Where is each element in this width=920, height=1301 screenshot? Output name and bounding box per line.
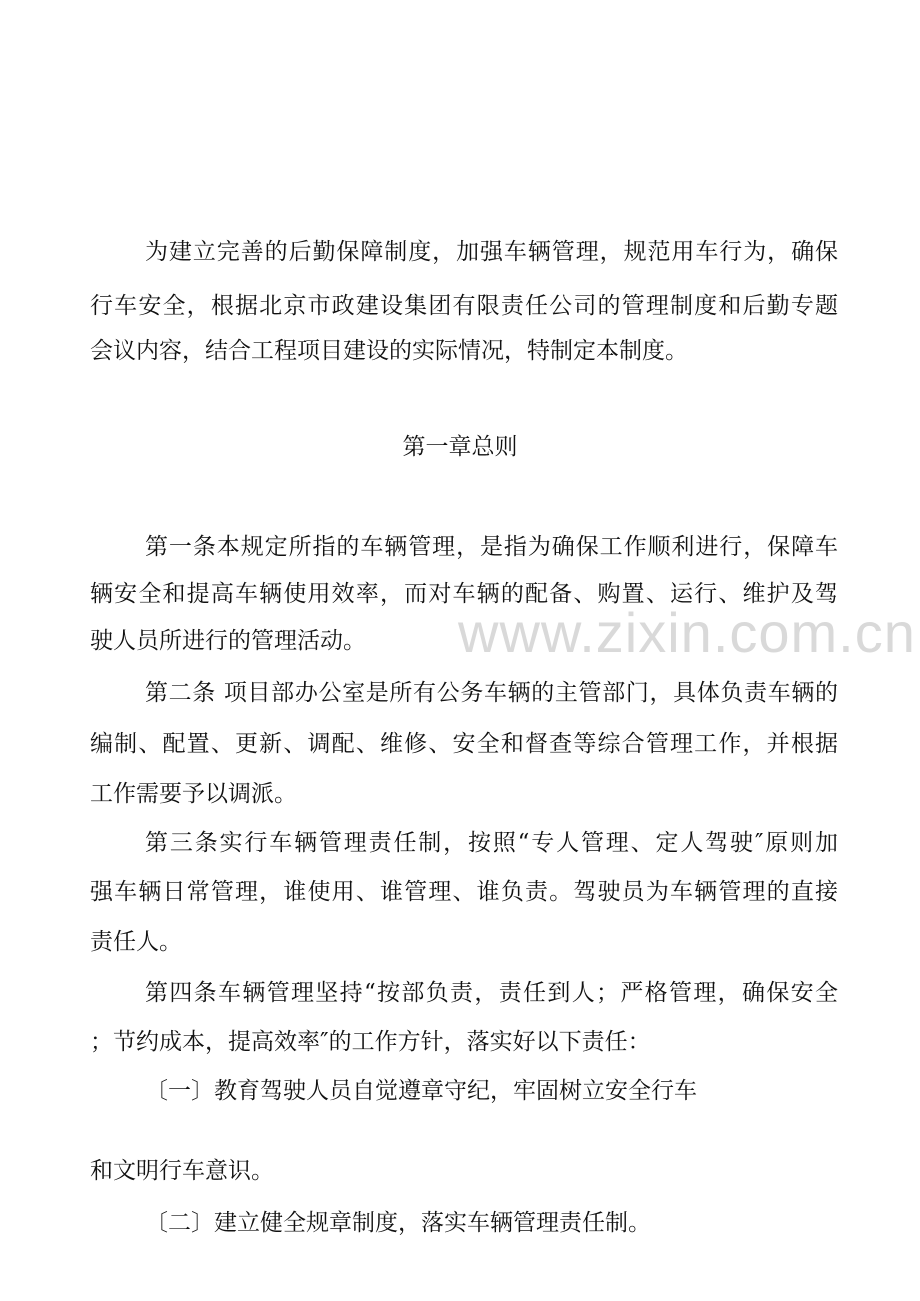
article1-line-2: 辆安全和提高车辆使用效率，而对车辆的配备、购置、运行、维护及驾: [90, 581, 838, 607]
item1-line-2: 和文明行车意识。: [90, 1158, 274, 1184]
article2-line-1: 第二条 项目部办公室是所有公务车辆的主管部门，具体负责车辆的: [145, 680, 838, 706]
article1-line-3: 驶人员所进行的管理活动。: [90, 628, 366, 654]
intro-line-1: 为建立完善的后勤保障制度，加强车辆管理，规范用车行为，确保: [145, 239, 838, 265]
article3-line-2: 强车辆日常管理，谁使用、谁管理、谁负责。驾驶员为车辆管理的直接: [90, 879, 838, 905]
article1-line-1: 第一条本规定所指的车辆管理，是指为确保工作顺利进行，保障车: [145, 534, 838, 560]
item2-line: 〔二〕建立健全规章制度，落实车辆管理责任制。: [145, 1210, 651, 1236]
intro-line-2: 行车安全，根据北京市政建设集团有限责任公司的管理制度和后勤专题: [90, 293, 838, 319]
article3-line-1: 第三条实行车辆管理责任制，按照“专人管理、定人驾驶″原则加: [145, 830, 838, 856]
chapter-title: 第一章总则: [402, 434, 518, 460]
intro-line-3: 会议内容，结合工程项目建设的实际情况，特制定本制度。: [90, 338, 688, 364]
article4-line-2: ；节约成本，提高效率″的工作方针，落实好以下责任：: [90, 1029, 651, 1055]
article4-line-1: 第四条车辆管理坚持“按部负责，责任到人；严格管理，确保安全: [145, 980, 838, 1006]
article2-line-2: 编制、配置、更新、调配、维修、安全和督查等综合管理工作，并根据: [90, 731, 838, 757]
item1-line-1: 〔一〕教育驾驶人员自觉遵章守纪，牢固树立安全行车: [145, 1078, 697, 1104]
watermark-text: www.zixin.com.cn: [458, 601, 916, 664]
article3-line-3: 责任人。: [90, 929, 182, 955]
article2-line-3: 工作需要予以调派。: [90, 781, 297, 807]
